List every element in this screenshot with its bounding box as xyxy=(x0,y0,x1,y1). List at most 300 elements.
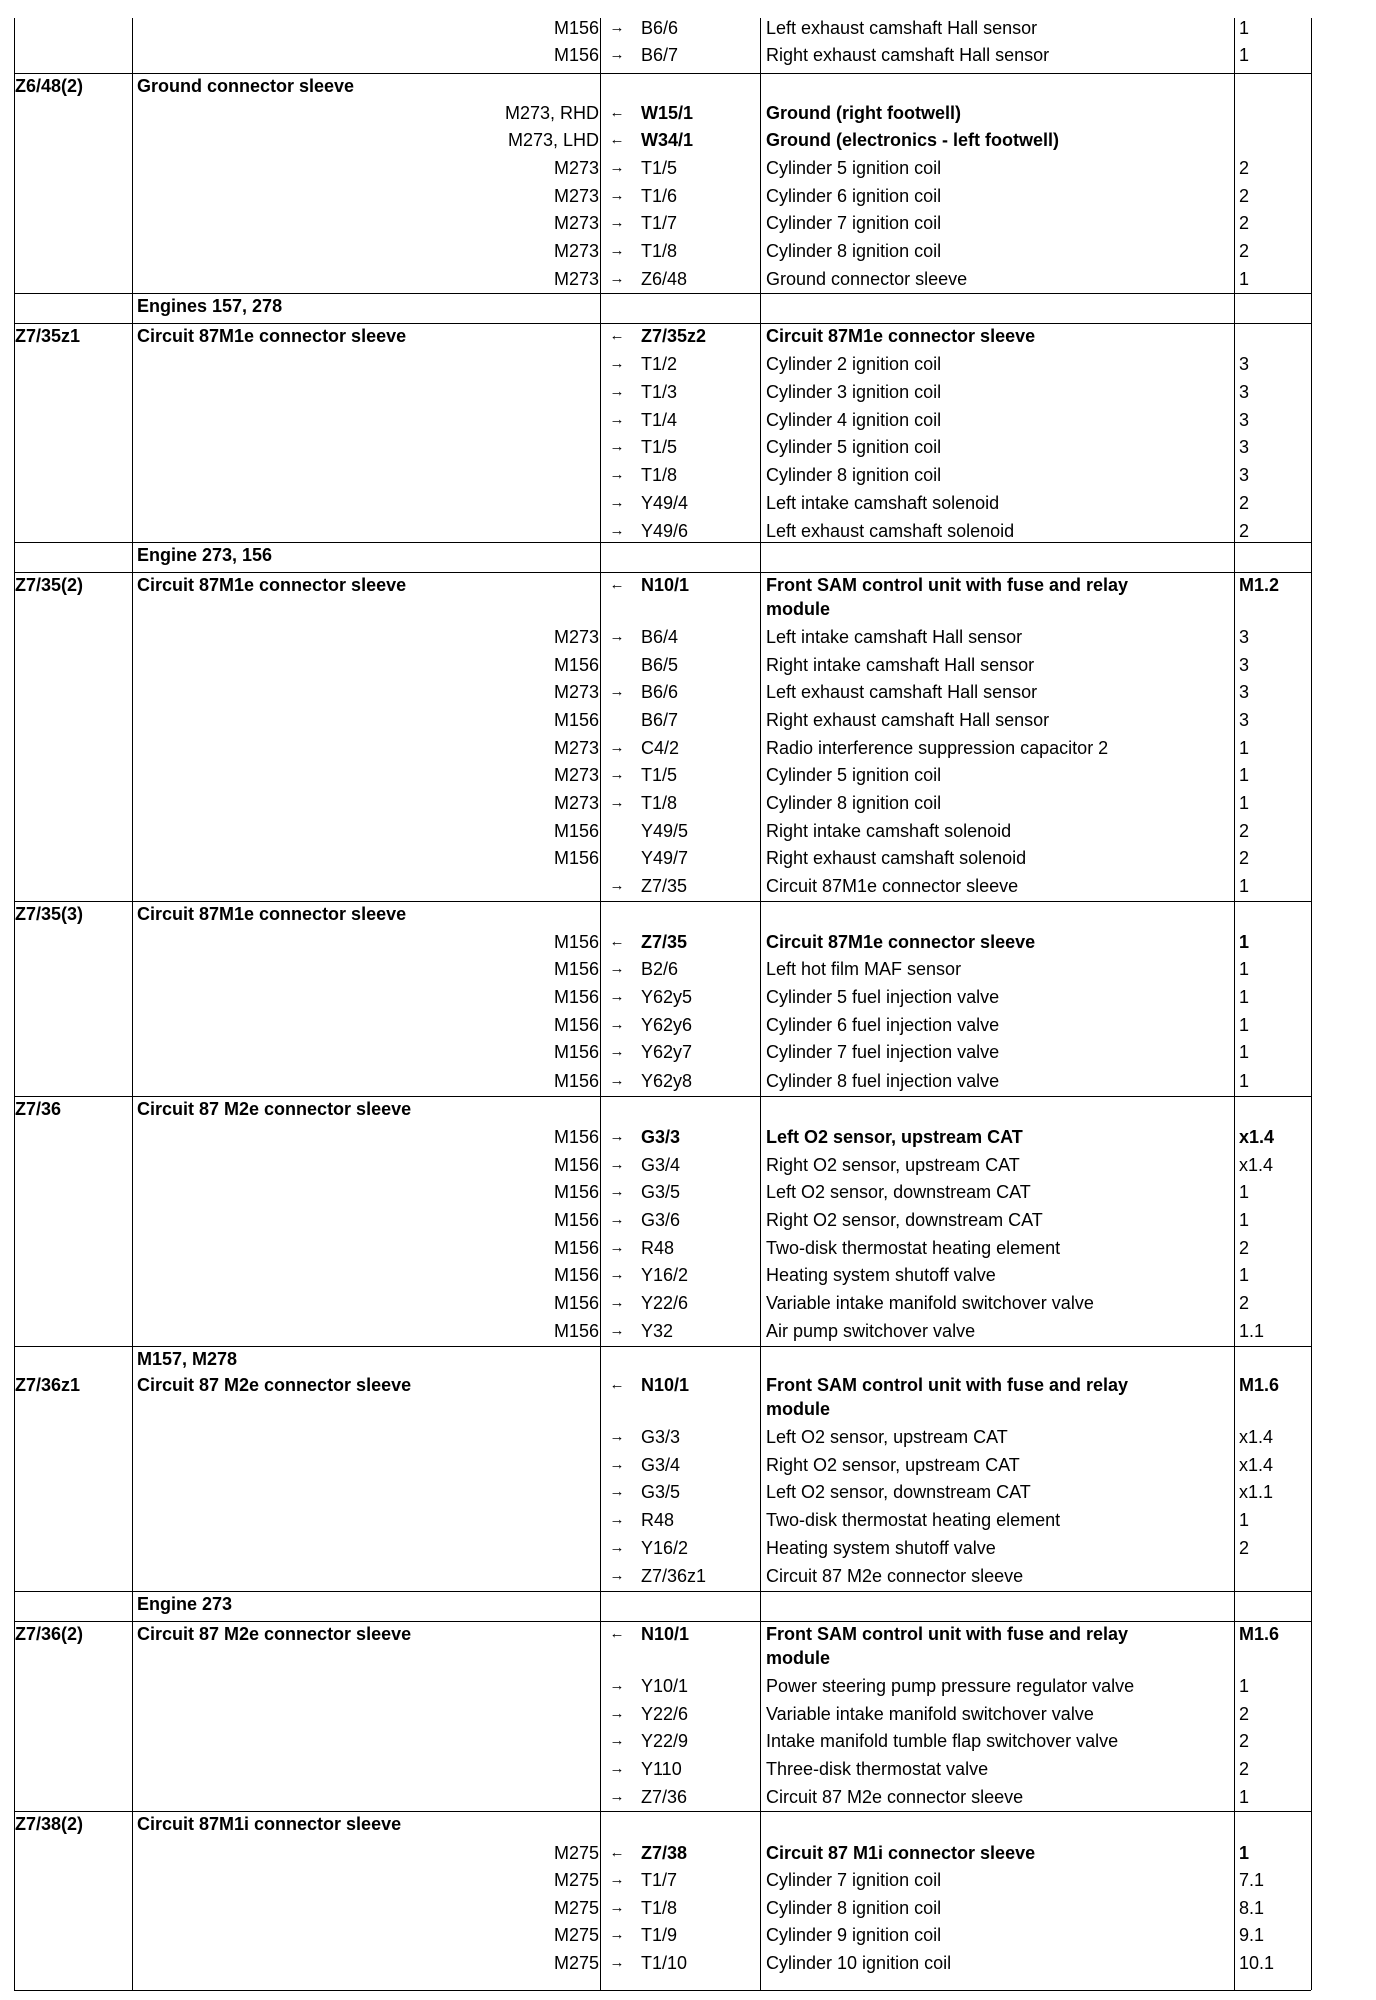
component-ref: B6/7 xyxy=(641,45,679,65)
component-description: Right exhaust camshaft Hall sensor xyxy=(766,45,1050,65)
engine-variant: M156 xyxy=(553,1265,599,1285)
arrow-right-icon: → xyxy=(609,1266,625,1283)
location-ref: 1 xyxy=(1239,1787,1250,1807)
location-ref: 2 xyxy=(1239,1293,1250,1313)
location-ref: 2 xyxy=(1239,848,1250,868)
component-description: Left O2 sensor, upstream CAT xyxy=(766,1127,1023,1147)
component-description: Circuit 87M1e connector sleeve xyxy=(766,876,1019,896)
connector-title: Engine 273 xyxy=(137,1594,233,1614)
component-ref: R48 xyxy=(641,1238,675,1258)
location-ref: x1.1 xyxy=(1239,1482,1274,1502)
arrow-left-icon: ← xyxy=(609,576,625,593)
row-divider xyxy=(14,1621,1311,1622)
component-description: Front SAM control unit with fuse and relay xyxy=(766,1624,1129,1644)
component-description: Circuit 87 M2e connector sleeve xyxy=(766,1787,1024,1807)
arrow-left-icon: ← xyxy=(609,327,625,344)
connector-code: Z7/35z1 xyxy=(15,326,81,346)
row-divider xyxy=(14,1346,1311,1347)
component-ref: G3/6 xyxy=(641,1210,681,1230)
arrow-right-icon: → xyxy=(609,1211,625,1228)
component-description: Two-disk thermostat heating element xyxy=(766,1510,1061,1530)
component-description: Ground connector sleeve xyxy=(766,269,968,289)
component-ref: T1/8 xyxy=(641,241,678,261)
component-ref: T1/5 xyxy=(641,158,678,178)
component-description: Circuit 87 M2e connector sleeve xyxy=(766,1566,1024,1586)
engine-variant: M156 xyxy=(553,821,599,841)
component-description: Variable intake manifold switchover valve xyxy=(766,1293,1094,1313)
location-ref: 1 xyxy=(1239,1210,1250,1230)
arrow-right-icon: → xyxy=(609,1926,625,1943)
component-description: Cylinder 10 ignition coil xyxy=(766,1953,952,1973)
component-description: Circuit 87M1e connector sleeve xyxy=(766,326,1036,346)
location-ref: 1 xyxy=(1239,738,1250,758)
engine-variant: M156 xyxy=(553,1155,599,1175)
component-ref: B6/6 xyxy=(641,18,679,38)
location-ref: M1.6 xyxy=(1239,1375,1280,1395)
location-ref: 1 xyxy=(1239,876,1250,896)
arrow-right-icon: → xyxy=(609,242,625,259)
component-description: Right exhaust camshaft Hall sensor xyxy=(766,710,1050,730)
connector-title: Circuit 87M1e connector sleeve xyxy=(137,326,407,346)
component-ref: Y62y7 xyxy=(641,1042,693,1062)
location-ref: 2 xyxy=(1239,1238,1250,1258)
arrow-right-icon: → xyxy=(609,494,625,511)
arrow-right-icon: → xyxy=(609,1072,625,1089)
component-description: Right intake camshaft Hall sensor xyxy=(766,655,1035,675)
component-ref: Y16/2 xyxy=(641,1538,689,1558)
component-description: Cylinder 5 ignition coil xyxy=(766,158,942,178)
location-ref: 2 xyxy=(1239,1731,1250,1751)
arrow-right-icon: → xyxy=(609,1871,625,1888)
component-ref: G3/4 xyxy=(641,1155,681,1175)
component-description: Cylinder 8 ignition coil xyxy=(766,793,942,813)
component-description-cont: module xyxy=(766,599,831,619)
location-ref: 1 xyxy=(1239,1182,1250,1202)
row-divider xyxy=(14,542,1311,543)
component-description: Cylinder 5 fuel injection valve xyxy=(766,987,1000,1007)
connector-code: Z6/48(2) xyxy=(15,76,84,96)
location-ref: M1.6 xyxy=(1239,1624,1280,1644)
component-description: Right O2 sensor, downstream CAT xyxy=(766,1210,1043,1230)
arrow-right-icon: → xyxy=(609,383,625,400)
location-ref: 1 xyxy=(1239,1265,1250,1285)
location-ref: 3 xyxy=(1239,655,1250,675)
arrow-right-icon: → xyxy=(609,19,625,36)
component-ref: Y16/2 xyxy=(641,1265,689,1285)
engine-variant: M273 xyxy=(553,682,599,702)
component-description: Cylinder 2 ignition coil xyxy=(766,354,942,374)
connector-code: Z7/38(2) xyxy=(15,1814,84,1834)
arrow-right-icon: → xyxy=(609,1732,625,1749)
component-description: Right exhaust camshaft solenoid xyxy=(766,848,1027,868)
arrow-right-icon: → xyxy=(609,1043,625,1060)
engine-variant: M156 xyxy=(553,710,599,730)
location-ref: 1 xyxy=(1239,1510,1250,1530)
connector-code: Z7/36z1 xyxy=(15,1375,81,1395)
location-ref: x1.4 xyxy=(1239,1427,1274,1447)
arrow-right-icon: → xyxy=(609,1128,625,1145)
engine-variant: M273 xyxy=(553,269,599,289)
connector-code: Z7/36 xyxy=(15,1099,62,1119)
component-description: Left intake camshaft Hall sensor xyxy=(766,627,1023,647)
component-ref: G3/3 xyxy=(641,1427,681,1447)
component-ref: T1/6 xyxy=(641,186,678,206)
component-ref: B2/6 xyxy=(641,959,679,979)
location-ref: x1.4 xyxy=(1239,1155,1274,1175)
component-ref: B6/5 xyxy=(641,655,679,675)
component-ref: Y110 xyxy=(641,1759,682,1779)
component-description: Front SAM control unit with fuse and relay xyxy=(766,575,1129,595)
row-divider xyxy=(14,1096,1311,1097)
location-ref: 2 xyxy=(1239,521,1250,541)
engine-variant: M156 xyxy=(553,1071,599,1091)
component-description: Heating system shutoff valve xyxy=(766,1538,996,1558)
component-description: Left O2 sensor, downstream CAT xyxy=(766,1482,1031,1502)
arrow-right-icon: → xyxy=(609,1511,625,1528)
arrow-left-icon: ← xyxy=(609,1376,625,1393)
component-description: Right intake camshaft solenoid xyxy=(766,821,1012,841)
component-description: Cylinder 7 ignition coil xyxy=(766,213,942,233)
table-bottom-border xyxy=(14,1990,1311,1991)
location-ref: 2 xyxy=(1239,186,1250,206)
engine-variant: M273 xyxy=(553,793,599,813)
arrow-right-icon: → xyxy=(609,794,625,811)
arrow-right-icon: → xyxy=(609,466,625,483)
component-description: Variable intake manifold switchover valve xyxy=(766,1704,1094,1724)
location-ref: x1.4 xyxy=(1239,1455,1274,1475)
component-ref: Y62y5 xyxy=(641,987,693,1007)
component-ref: C4/2 xyxy=(641,738,680,758)
location-ref: 7.1 xyxy=(1239,1870,1265,1890)
location-ref: 3 xyxy=(1239,465,1250,485)
component-ref: W15/1 xyxy=(641,103,694,123)
connector-code: Z7/36(2) xyxy=(15,1624,84,1644)
component-ref: T1/7 xyxy=(641,213,678,233)
component-ref: Z7/35z2 xyxy=(641,326,707,346)
component-description: Cylinder 8 fuel injection valve xyxy=(766,1071,1000,1091)
component-description: Circuit 87 M1i connector sleeve xyxy=(766,1843,1036,1863)
component-ref: B6/4 xyxy=(641,627,679,647)
component-description: Cylinder 9 ignition coil xyxy=(766,1925,942,1945)
arrow-right-icon: → xyxy=(609,1899,625,1916)
arrow-right-icon: → xyxy=(609,1016,625,1033)
connector-title: Engine 273, 156 xyxy=(137,545,273,565)
component-description: Power steering pump pressure regulator valve xyxy=(766,1676,1135,1696)
connector-title: Circuit 87 M2e connector sleeve xyxy=(137,1375,412,1395)
engine-variant: M273 xyxy=(553,738,599,758)
component-ref: T1/10 xyxy=(641,1953,688,1973)
location-ref: 1 xyxy=(1239,793,1250,813)
component-ref: T1/9 xyxy=(641,1925,678,1945)
component-ref: Y49/4 xyxy=(641,493,689,513)
engine-variant: M156 xyxy=(553,1210,599,1230)
component-description: Left exhaust camshaft Hall sensor xyxy=(766,18,1038,38)
component-description: Intake manifold tumble flap switchover valve xyxy=(766,1731,1119,1751)
component-ref: N10/1 xyxy=(641,1375,690,1395)
component-description: Cylinder 7 fuel injection valve xyxy=(766,1042,1000,1062)
engine-variant: M275 xyxy=(553,1898,599,1918)
location-ref: 3 xyxy=(1239,710,1250,730)
arrow-right-icon: → xyxy=(609,739,625,756)
component-description: Ground (electronics - left footwell) xyxy=(766,130,1060,150)
component-description: Left intake camshaft solenoid xyxy=(766,493,1000,513)
row-divider xyxy=(14,1811,1311,1812)
location-ref: 3 xyxy=(1239,382,1250,402)
location-ref: x1.4 xyxy=(1239,1127,1275,1147)
location-ref: 2 xyxy=(1239,1704,1250,1724)
engine-variant: M275 xyxy=(553,1843,599,1863)
engine-variant: M156 xyxy=(553,987,599,1007)
location-ref: 2 xyxy=(1239,1759,1250,1779)
location-ref: 9.1 xyxy=(1239,1925,1265,1945)
component-ref: Z6/48 xyxy=(641,269,688,289)
location-ref: 10.1 xyxy=(1239,1953,1275,1973)
engine-variant: M156 xyxy=(553,932,599,952)
connector-title: Ground connector sleeve xyxy=(137,76,355,96)
arrow-left-icon: ← xyxy=(609,1844,625,1861)
engine-variant: M275 xyxy=(553,1870,599,1890)
component-description: Cylinder 8 ignition coil xyxy=(766,241,942,261)
arrow-right-icon: → xyxy=(609,960,625,977)
engine-variant: M156 xyxy=(553,1238,599,1258)
component-description: Heating system shutoff valve xyxy=(766,1265,996,1285)
row-divider xyxy=(14,572,1311,573)
component-ref: Y49/5 xyxy=(641,821,689,841)
component-description: Left exhaust camshaft Hall sensor xyxy=(766,682,1038,702)
row-divider xyxy=(14,293,1311,294)
arrow-right-icon: → xyxy=(609,214,625,231)
component-ref: Y49/6 xyxy=(641,521,689,541)
engine-variant: M156 xyxy=(553,1015,599,1035)
arrow-right-icon: → xyxy=(609,270,625,287)
component-description: Cylinder 6 fuel injection valve xyxy=(766,1015,1000,1035)
location-ref: 1 xyxy=(1239,1071,1250,1091)
arrow-right-icon: → xyxy=(609,1705,625,1722)
location-ref: 1 xyxy=(1239,932,1250,952)
row-divider xyxy=(14,1591,1311,1592)
arrow-left-icon: ← xyxy=(609,131,625,148)
connector-title: M157, M278 xyxy=(137,1349,238,1369)
arrow-right-icon: → xyxy=(609,1760,625,1777)
arrow-right-icon: → xyxy=(609,1456,625,1473)
col-divider-desc xyxy=(1234,18,1235,1990)
row-divider xyxy=(14,73,1311,74)
col-divider-ref xyxy=(760,18,761,1990)
connector-code: Z7/35(3) xyxy=(15,904,84,924)
connector-title: Circuit 87M1e connector sleeve xyxy=(137,904,407,924)
location-ref: 3 xyxy=(1239,354,1250,374)
location-ref: 1 xyxy=(1239,269,1250,289)
arrow-left-icon: ← xyxy=(609,104,625,121)
location-ref: 1 xyxy=(1239,1015,1250,1035)
component-ref: Y22/6 xyxy=(641,1293,689,1313)
engine-variant: M156 xyxy=(553,655,599,675)
arrow-right-icon: → xyxy=(609,1156,625,1173)
component-description: Cylinder 6 ignition coil xyxy=(766,186,942,206)
location-ref: 3 xyxy=(1239,682,1250,702)
arrow-right-icon: → xyxy=(609,1539,625,1556)
component-ref: W34/1 xyxy=(641,130,694,150)
component-ref: T1/5 xyxy=(641,437,678,457)
component-ref: G3/3 xyxy=(641,1127,681,1147)
component-description: Two-disk thermostat heating element xyxy=(766,1238,1061,1258)
component-description: Cylinder 8 ignition coil xyxy=(766,1898,942,1918)
engine-variant: M273, LHD xyxy=(507,130,599,150)
row-divider xyxy=(14,901,1311,902)
component-description-cont: module xyxy=(766,1399,831,1419)
arrow-right-icon: → xyxy=(609,877,625,894)
location-ref: 1 xyxy=(1239,1042,1250,1062)
component-ref: T1/8 xyxy=(641,1898,678,1918)
component-ref: Y49/7 xyxy=(641,848,689,868)
location-ref: 1 xyxy=(1239,765,1250,785)
component-ref: T1/3 xyxy=(641,382,678,402)
component-ref: T1/5 xyxy=(641,765,678,785)
connector-title: Circuit 87M1i connector sleeve xyxy=(137,1814,402,1834)
component-description: Ground (right footwell) xyxy=(766,103,961,123)
engine-variant: M273 xyxy=(553,627,599,647)
arrow-left-icon: ← xyxy=(609,1625,625,1642)
arrow-right-icon: → xyxy=(609,1294,625,1311)
arrow-right-icon: → xyxy=(609,159,625,176)
location-ref: 3 xyxy=(1239,437,1250,457)
component-description-cont: module xyxy=(766,1648,831,1668)
component-description: Cylinder 5 ignition coil xyxy=(766,437,942,457)
component-ref: G3/5 xyxy=(641,1182,681,1202)
component-description: Right O2 sensor, upstream CAT xyxy=(766,1455,1020,1475)
connector-title: Circuit 87 M2e connector sleeve xyxy=(137,1624,412,1644)
arrow-right-icon: → xyxy=(609,46,625,63)
table-right-border xyxy=(1311,18,1312,1990)
engine-variant: M273 xyxy=(553,765,599,785)
location-ref: 2 xyxy=(1239,213,1250,233)
component-description: Air pump switchover valve xyxy=(766,1321,976,1341)
component-ref: Z7/36 xyxy=(641,1787,688,1807)
table-left-border xyxy=(14,18,15,1990)
component-ref: Z7/35 xyxy=(641,876,688,896)
component-description: Left hot film MAF sensor xyxy=(766,959,962,979)
component-description: Cylinder 7 ignition coil xyxy=(766,1870,942,1890)
location-ref: 8.1 xyxy=(1239,1898,1265,1918)
component-ref: Z7/38 xyxy=(641,1843,688,1863)
location-ref: 1 xyxy=(1239,45,1250,65)
component-ref: T1/8 xyxy=(641,465,678,485)
arrow-right-icon: → xyxy=(609,683,625,700)
arrow-right-icon: → xyxy=(609,1677,625,1694)
location-ref: 1 xyxy=(1239,1843,1250,1863)
arrow-right-icon: → xyxy=(609,988,625,1005)
engine-variant: M273 xyxy=(553,213,599,233)
location-ref: 1 xyxy=(1239,987,1250,1007)
engine-variant: M273 xyxy=(553,158,599,178)
component-ref: T1/4 xyxy=(641,410,678,430)
component-ref: Y32 xyxy=(641,1321,674,1341)
engine-variant: M156 xyxy=(553,1321,599,1341)
location-ref: 1 xyxy=(1239,1676,1250,1696)
arrow-right-icon: → xyxy=(609,187,625,204)
connector-title: Circuit 87 M2e connector sleeve xyxy=(137,1099,412,1119)
location-ref: M1.2 xyxy=(1239,575,1280,595)
component-description: Three-disk thermostat valve xyxy=(766,1759,989,1779)
component-ref: Y62y6 xyxy=(641,1015,693,1035)
engine-variant: M275 xyxy=(553,1925,599,1945)
location-ref: 3 xyxy=(1239,627,1250,647)
arrow-right-icon: → xyxy=(609,1183,625,1200)
component-description: Front SAM control unit with fuse and relay xyxy=(766,1375,1129,1395)
component-ref: Y22/9 xyxy=(641,1731,689,1751)
component-ref: N10/1 xyxy=(641,575,690,595)
component-description: Radio interference suppression capacitor 2 xyxy=(766,738,1109,758)
component-ref: Z7/36z1 xyxy=(641,1566,707,1586)
engine-variant: M156 xyxy=(553,959,599,979)
arrow-right-icon: → xyxy=(609,766,625,783)
connector-code: Z7/35(2) xyxy=(15,575,84,595)
col-divider-code xyxy=(132,18,133,1990)
engine-variant: M156 xyxy=(553,18,599,38)
component-ref: T1/2 xyxy=(641,354,678,374)
connector-title: Circuit 87M1e connector sleeve xyxy=(137,575,407,595)
arrow-right-icon: → xyxy=(609,1954,625,1971)
component-description: Circuit 87M1e connector sleeve xyxy=(766,932,1036,952)
location-ref: 3 xyxy=(1239,410,1250,430)
location-ref: 1.1 xyxy=(1239,1321,1265,1341)
arrow-right-icon: → xyxy=(609,1428,625,1445)
component-description: Cylinder 3 ignition coil xyxy=(766,382,942,402)
location-ref: 2 xyxy=(1239,493,1250,513)
component-description: Cylinder 5 ignition coil xyxy=(766,765,942,785)
location-ref: 2 xyxy=(1239,821,1250,841)
arrow-right-icon: → xyxy=(609,1483,625,1500)
component-description: Cylinder 4 ignition coil xyxy=(766,410,942,430)
arrow-right-icon: → xyxy=(609,1239,625,1256)
engine-variant: M156 xyxy=(553,45,599,65)
arrow-right-icon: → xyxy=(609,1788,625,1805)
component-description: Left O2 sensor, downstream CAT xyxy=(766,1182,1031,1202)
location-ref: 2 xyxy=(1239,158,1250,178)
arrow-left-icon: ← xyxy=(609,933,625,950)
component-ref: T1/8 xyxy=(641,793,678,813)
location-ref: 2 xyxy=(1239,1538,1250,1558)
engine-variant: M273 xyxy=(553,186,599,206)
location-ref: 1 xyxy=(1239,959,1250,979)
engine-variant: M273, RHD xyxy=(504,103,599,123)
component-ref: Y22/6 xyxy=(641,1704,689,1724)
engine-variant: M156 xyxy=(553,1042,599,1062)
engine-variant: M275 xyxy=(553,1953,599,1973)
component-ref: G3/4 xyxy=(641,1455,681,1475)
component-ref: T1/7 xyxy=(641,1870,678,1890)
component-description: Left O2 sensor, upstream CAT xyxy=(766,1427,1008,1447)
engine-variant: M156 xyxy=(553,1127,599,1147)
engine-variant: M156 xyxy=(553,848,599,868)
arrow-right-icon: → xyxy=(609,1322,625,1339)
arrow-right-icon: → xyxy=(609,411,625,428)
connector-title: Engines 157, 278 xyxy=(137,296,283,316)
component-description: Right O2 sensor, upstream CAT xyxy=(766,1155,1020,1175)
location-ref: 2 xyxy=(1239,241,1250,261)
component-description: Cylinder 8 ignition coil xyxy=(766,465,942,485)
component-ref: Z7/35 xyxy=(641,932,688,952)
component-ref: Y10/1 xyxy=(641,1676,689,1696)
arrow-right-icon: → xyxy=(609,522,625,539)
location-ref: 1 xyxy=(1239,18,1250,38)
component-ref: G3/5 xyxy=(641,1482,681,1502)
row-divider xyxy=(14,323,1311,324)
arrow-right-icon: → xyxy=(609,438,625,455)
component-description: Left exhaust camshaft solenoid xyxy=(766,521,1015,541)
component-ref: Y62y8 xyxy=(641,1071,693,1091)
component-ref: B6/6 xyxy=(641,682,679,702)
